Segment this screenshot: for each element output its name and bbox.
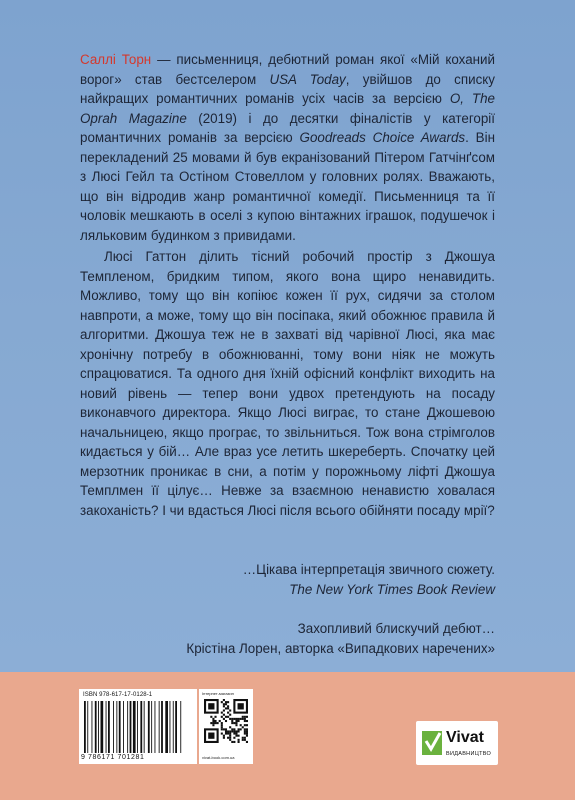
review-quote-2 — [95, 619, 495, 658]
review-quote-1 — [95, 560, 495, 599]
qr-code-block — [199, 689, 253, 764]
author-bio-part-1: — письменниця, дебютний роман якої «Мій коханий ворог» став бестселером — [80, 52, 495, 87]
review-quote-source: Крістіна Лорен, авторка «Випадкових наречених» — [186, 640, 495, 656]
qr-code-icon — [204, 699, 248, 743]
book-synopsis: Люсі Гаттон ділить тісний робочий простір з Джошуа Темпленом, бридким типом, якого вона щиро ненавидить. Можливо, тому що він копіює кожен її рух, сидячи за столом навпроти, а може, тому що він посіпака, який обожнює правила й алгоритми. Джошуа теж не в захваті від чарівної Люсі, яка має хронічну потребу в обожнюванні, тому вони ніяк не можуть спрацюватися. Та одного дня їхній офісний конфлікт виходить на новий рівень — тепер вони удвох претендують на посаду виконавчого директора. Якщо Люсі виграє, то стане Джошевою начальницею, якщо програє, то звільниться. Тож вона стрімголов кидається у бій… Але враз усе летить шкереберть. Спочатку цей мерзотник проникає в сни, а потім у порожньому ліфті Джошуа Темплмен її цілує… Невже за взаємною ненавистю ховалася закоханість? І чи вдасться Люсі після всього обійняти посаду мрії? — [80, 249, 495, 518]
usa-today-title: USA Today — [269, 71, 346, 87]
barcode-digits: 9 786171 701281 — [81, 754, 145, 761]
isbn-number: ISBN 978-617-17-0128-1 — [83, 692, 153, 698]
review-quote-text: …Цікава інтерпретація звичного сюжету. — [242, 562, 495, 577]
author-bio-part-4: . Він перекладений 25 мовами й був екранізований Пітером Гатчінґсом з Люсі Гейл та Остіном Стовеллом у головних ролях. Вважають, що він відродив жанр романтичної комедії. Письменниця та її чоловік мешкають в оселі з купою вінтажних іграшок, подушечок і ляльковим будинком з привидами. — [80, 130, 495, 243]
author-bio-part-2: , увійшов до списку найкращих романтичних романів усіх часів за версією — [80, 71, 495, 106]
qr-caption: Інтернет-магазин — [202, 691, 234, 696]
author-bio-part-3: (2019) і до десятки фіналістів у категорії романтичних романів за версією — [80, 110, 495, 145]
review-quote-source: The New York Times Book Review — [289, 581, 495, 597]
qr-url: vivat-book.com.ua — [202, 755, 235, 760]
barcode-bars — [84, 701, 192, 753]
author-name: Саллі Торн — [80, 52, 152, 67]
goodreads-awards-title: Goodreads Choice Awards — [299, 130, 466, 145]
publisher-name: Vivat — [446, 729, 484, 746]
vivat-leaf-icon — [420, 727, 444, 759]
author-bio — [80, 50, 495, 245]
publisher-subtitle: ВИДАВНИЦТВО — [446, 751, 492, 757]
isbn-barcode — [79, 689, 197, 764]
review-quote-text: Захопливий блискучий дебют… — [297, 621, 495, 636]
publisher-logo — [416, 721, 498, 765]
oprah-magazine-title: O, The Oprah Magazine — [80, 91, 495, 126]
